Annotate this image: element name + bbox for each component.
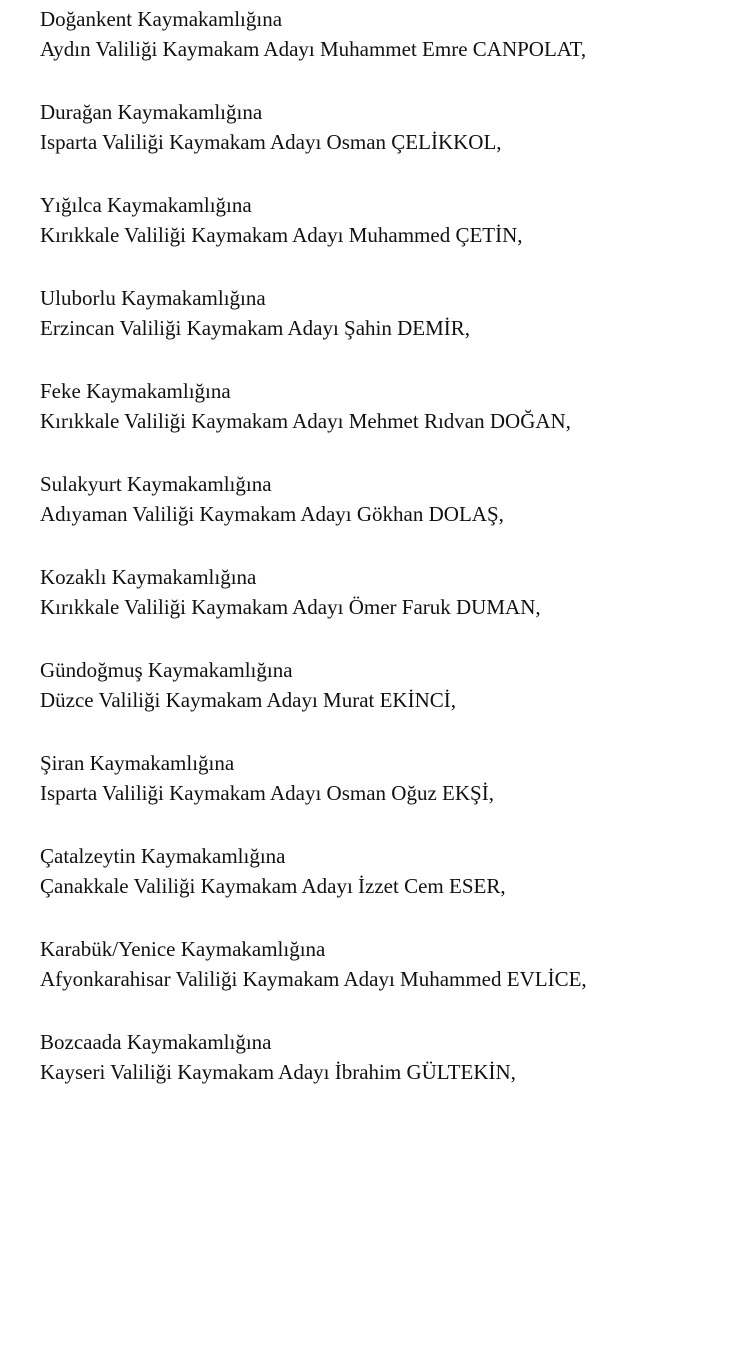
appointment-entry: [40, 4, 730, 97]
appointment-list: [40, 4, 730, 1120]
district-post: Kozaklı Kaymakamlığına: [40, 565, 257, 589]
appointee-line: Erzincan Valiliği Kaymakam Adayı Şahin DEMİR,: [40, 316, 471, 340]
district-post: Bozcaada Kaymakamlığına: [40, 1030, 272, 1054]
appointment-entry: [40, 655, 730, 748]
appointment-entry: [40, 376, 730, 469]
appointment-entry: [40, 283, 730, 376]
appointee-line: Çanakkale Valiliği Kaymakam Adayı İzzet Cem ESER,: [40, 874, 506, 898]
appointee-line: Kırıkkale Valiliği Kaymakam Adayı Muhammed ÇETİN,: [40, 223, 523, 247]
district-post: Karabük/Yenice Kaymakamlığına: [40, 937, 326, 961]
appointment-entry: [40, 841, 730, 934]
district-post: Yığılca Kaymakamlığına: [40, 193, 252, 217]
district-post: Sulakyurt Kaymakamlığına: [40, 472, 272, 496]
appointment-entry: [40, 1027, 730, 1120]
appointee-line: Adıyaman Valiliği Kaymakam Adayı Gökhan DOLAŞ,: [40, 502, 504, 526]
appointment-entry: [40, 190, 730, 283]
district-post: Çatalzeytin Kaymakamlığına: [40, 844, 286, 868]
district-post: Uluborlu Kaymakamlığına: [40, 286, 266, 310]
district-post: Durağan Kaymakamlığına: [40, 100, 263, 124]
appointee-line: Kırıkkale Valiliği Kaymakam Adayı Mehmet Rıdvan DOĞAN,: [40, 409, 571, 433]
appointee-line: Isparta Valiliği Kaymakam Adayı Osman Oğuz EKŞİ,: [40, 781, 494, 805]
appointment-entry: [40, 469, 730, 562]
appointment-entry: [40, 562, 730, 655]
appointee-line: Kayseri Valiliği Kaymakam Adayı İbrahim GÜLTEKİN,: [40, 1060, 516, 1084]
appointment-entry: [40, 748, 730, 841]
appointee-line: Düzce Valiliği Kaymakam Adayı Murat EKİNCİ,: [40, 688, 457, 712]
district-post: Feke Kaymakamlığına: [40, 379, 231, 403]
district-post: Gündoğmuş Kaymakamlığına: [40, 658, 293, 682]
appointment-entry: [40, 934, 730, 1027]
district-post: Şiran Kaymakamlığına: [40, 751, 235, 775]
appointee-line: Isparta Valiliği Kaymakam Adayı Osman ÇELİKKOL,: [40, 130, 502, 154]
appointee-line: Aydın Valiliği Kaymakam Adayı Muhammet Emre CANPOLAT,: [40, 37, 587, 61]
appointment-entry: [40, 97, 730, 190]
appointee-line: Afyonkarahisar Valiliği Kaymakam Adayı Muhammed EVLİCE,: [40, 967, 587, 991]
appointee-line: Kırıkkale Valiliği Kaymakam Adayı Ömer Faruk DUMAN,: [40, 595, 541, 619]
district-post: Doğankent Kaymakamlığına: [40, 7, 283, 31]
